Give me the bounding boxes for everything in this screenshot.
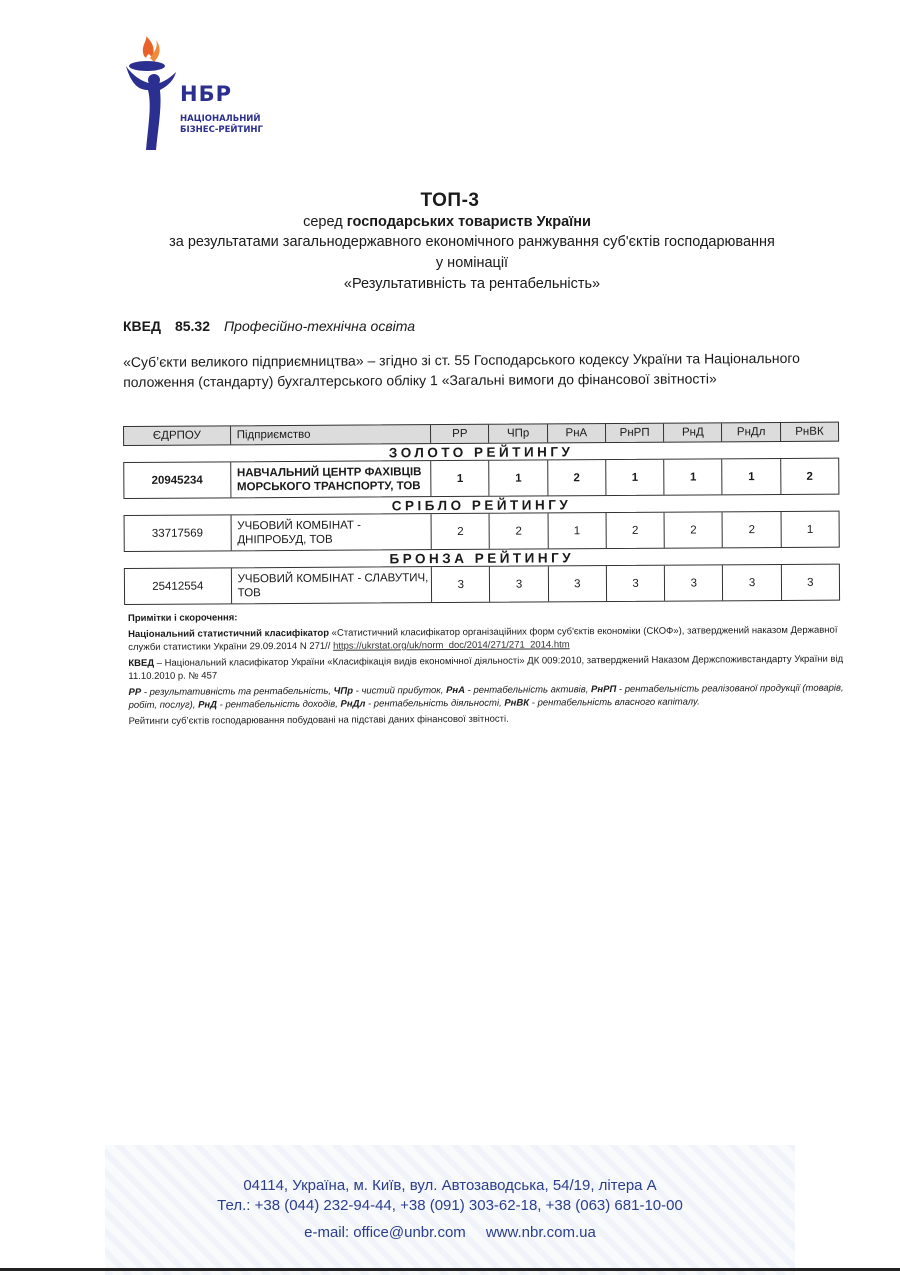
- value-cell: 2: [806, 470, 813, 483]
- kved-note-label: КВЕД: [128, 657, 155, 669]
- value-cell: 1: [431, 461, 489, 496]
- ranking-table: [123, 422, 840, 605]
- kved-activity: Професійно-технічна освіта: [224, 318, 416, 334]
- abbr-key: РнД: [198, 699, 218, 711]
- value-cell: 3: [723, 565, 781, 600]
- edrpou-cell: 25412554: [125, 568, 232, 604]
- company-name-cell: УЧБОВИЙ КОМБІНАТ - СЛАВУТИЧ, ТОВ: [232, 567, 433, 603]
- abbreviations-note: [128, 681, 848, 712]
- kved-label: КВЕД: [123, 318, 161, 334]
- value-cell: 2: [606, 513, 664, 548]
- value-cell: 1: [664, 459, 722, 494]
- value-cell: 2: [490, 513, 548, 548]
- edrpou-cell: 20945234: [124, 462, 231, 498]
- kved-note-text: – Національний класифікатор України «Класифікація видів економічної діяльності» ДК 009:2010, затверджений Наказом Держспоживстандарту України від 11.10.2010 р. № 457: [128, 653, 844, 682]
- abbr-key: ЧПр: [333, 685, 354, 697]
- table-row: [124, 511, 840, 552]
- heading-line-1: [0, 214, 900, 230]
- footer-contacts: [0, 1224, 900, 1241]
- company-name-cell: НАВЧАЛЬНИЙ ЦЕНТР ФАХІВЦІВ МОРСЬКОГО ТРАНСПОРТУ, ТОВ: [231, 461, 432, 497]
- header-cell: РнДл: [722, 423, 780, 441]
- value-cell: 3: [490, 566, 548, 601]
- abbr-key: РнВК: [504, 697, 530, 709]
- header-cell: ЄДРПОУ: [124, 426, 231, 445]
- company-name-cell: УЧБОВИЙ КОМБІНАТ - ДНІПРОБУД, ТОВ: [231, 514, 432, 550]
- value-cell: 2: [548, 460, 606, 495]
- value-cell: 3: [432, 567, 490, 602]
- nomination-title: «Результативність та рентабельність»: [343, 276, 601, 292]
- value-cell: 3: [607, 566, 665, 601]
- page-bottom-edge: [0, 1268, 900, 1271]
- header-cell: РнА: [548, 424, 606, 442]
- value-cell: 3: [665, 565, 723, 600]
- heading-line-1-text: серед: [303, 214, 347, 230]
- heading-line-1-bold: господарських товариств України: [346, 214, 591, 230]
- silver-band: СРІБЛО РЕЙТИНГУ: [391, 497, 572, 514]
- nbr-logo: [122, 36, 262, 154]
- header-cell: ЧПр: [489, 424, 547, 442]
- abbr-text: - рентабельність діяльності,: [365, 697, 505, 710]
- abbr-text: - рентабельність доходів,: [216, 698, 341, 711]
- heading-line-3: у номінації: [435, 255, 509, 271]
- footer-website[interactable]: www.nbr.com.ua: [485, 1224, 596, 1241]
- nsk-note: [128, 623, 848, 654]
- ratings-footnote: Рейтинги суб’єктів господарювання побудовані на підставі даних фінансової звітності.: [128, 713, 509, 727]
- header-cell: Підприємство: [231, 425, 432, 444]
- footer-address: 04114, Україна, м. Київ, вул. Автозаводська, 54/19, літера А: [243, 1177, 657, 1194]
- header-cell: РнВК: [795, 425, 824, 438]
- intro-paragraph: «Суб’єкти великого підприємництва» – згідно зі ст. 55 Господарського кодексу України та Національного положення (стандарту) бухгалтерського обліку 1 «Загальні вимоги до фінансової звітності»: [123, 349, 800, 390]
- kved-note: [128, 652, 848, 683]
- kved-line: [123, 318, 415, 334]
- abbr-key: РнРП: [590, 683, 617, 695]
- abbr-text: - рентабельність реалізованої продукції (товарів, робіт, послуг),: [128, 682, 844, 711]
- heading-line-2: за результатами загальнодержавного економічного ранжування суб'єктів господарювання: [169, 234, 775, 250]
- logo-name-line1: НАЦІОНАЛЬНИЙ: [180, 114, 261, 124]
- value-cell: 3: [549, 566, 607, 601]
- value-cell: 1: [606, 460, 664, 495]
- value-cell: 2: [432, 514, 490, 549]
- logo-name-line2: БІЗНЕС-РЕЙТИНГ: [180, 125, 263, 135]
- document-title: ТОП-3: [420, 190, 480, 211]
- table-row: [124, 564, 840, 605]
- notes-section: [128, 608, 849, 730]
- value-cell: 1: [548, 513, 606, 548]
- header-cell: РнРП: [606, 424, 664, 442]
- footer-phones: Тел.: +38 (044) 232-94-44, +38 (091) 303-62-18, +38 (063) 681-10-00: [217, 1197, 683, 1214]
- value-cell: 1: [806, 523, 814, 536]
- edrpou-cell: 33717569: [125, 515, 232, 551]
- value-cell: 3: [807, 576, 814, 589]
- header-cell: РнД: [664, 423, 722, 441]
- abbr-text: - рентабельність активів,: [464, 683, 592, 696]
- bronze-band: БРОНЗА РЕЙТИНГУ: [389, 550, 575, 567]
- ukrstat-link[interactable]: https://ukrstat.org/uk/norm_doc/2014/271/271_2014.htm: [333, 639, 570, 652]
- value-cell: 2: [723, 512, 781, 547]
- nsk-text: «Статистичний класифікатор організаційних форм суб'єктів економіки (СКОФ»), затверджений наказом Державної служби статистики України 29.09.2014 N 271//: [128, 624, 838, 653]
- abbr-text: - чистий прибуток,: [352, 684, 447, 697]
- abbr-key: РнДл: [340, 698, 366, 710]
- kved-code: 85.32: [174, 318, 211, 334]
- footer-email[interactable]: e-mail: office@unbr.com: [304, 1224, 466, 1241]
- header-cell: РР: [431, 425, 489, 443]
- logo-abbreviation: НБР: [180, 82, 232, 106]
- table-row: [123, 458, 839, 499]
- torch-figure-icon: [122, 36, 182, 154]
- gold-band: ЗОЛОТО РЕЙТИНГУ: [388, 444, 574, 461]
- notes-title: Примітки і скорочення:: [128, 612, 238, 624]
- nsk-label: Національний статистичний класифікатор: [128, 627, 330, 640]
- value-cell: 1: [490, 460, 548, 495]
- abbr-key: РР: [128, 686, 142, 698]
- abbr-key: РнА: [446, 684, 466, 696]
- value-cell: 1: [723, 459, 781, 494]
- value-cell: 2: [665, 512, 723, 547]
- abbr-text: - рентабельність власного капіталу.: [529, 696, 700, 709]
- logo-name: [180, 114, 270, 136]
- abbr-text: - результативність та рентабельність,: [141, 685, 334, 698]
